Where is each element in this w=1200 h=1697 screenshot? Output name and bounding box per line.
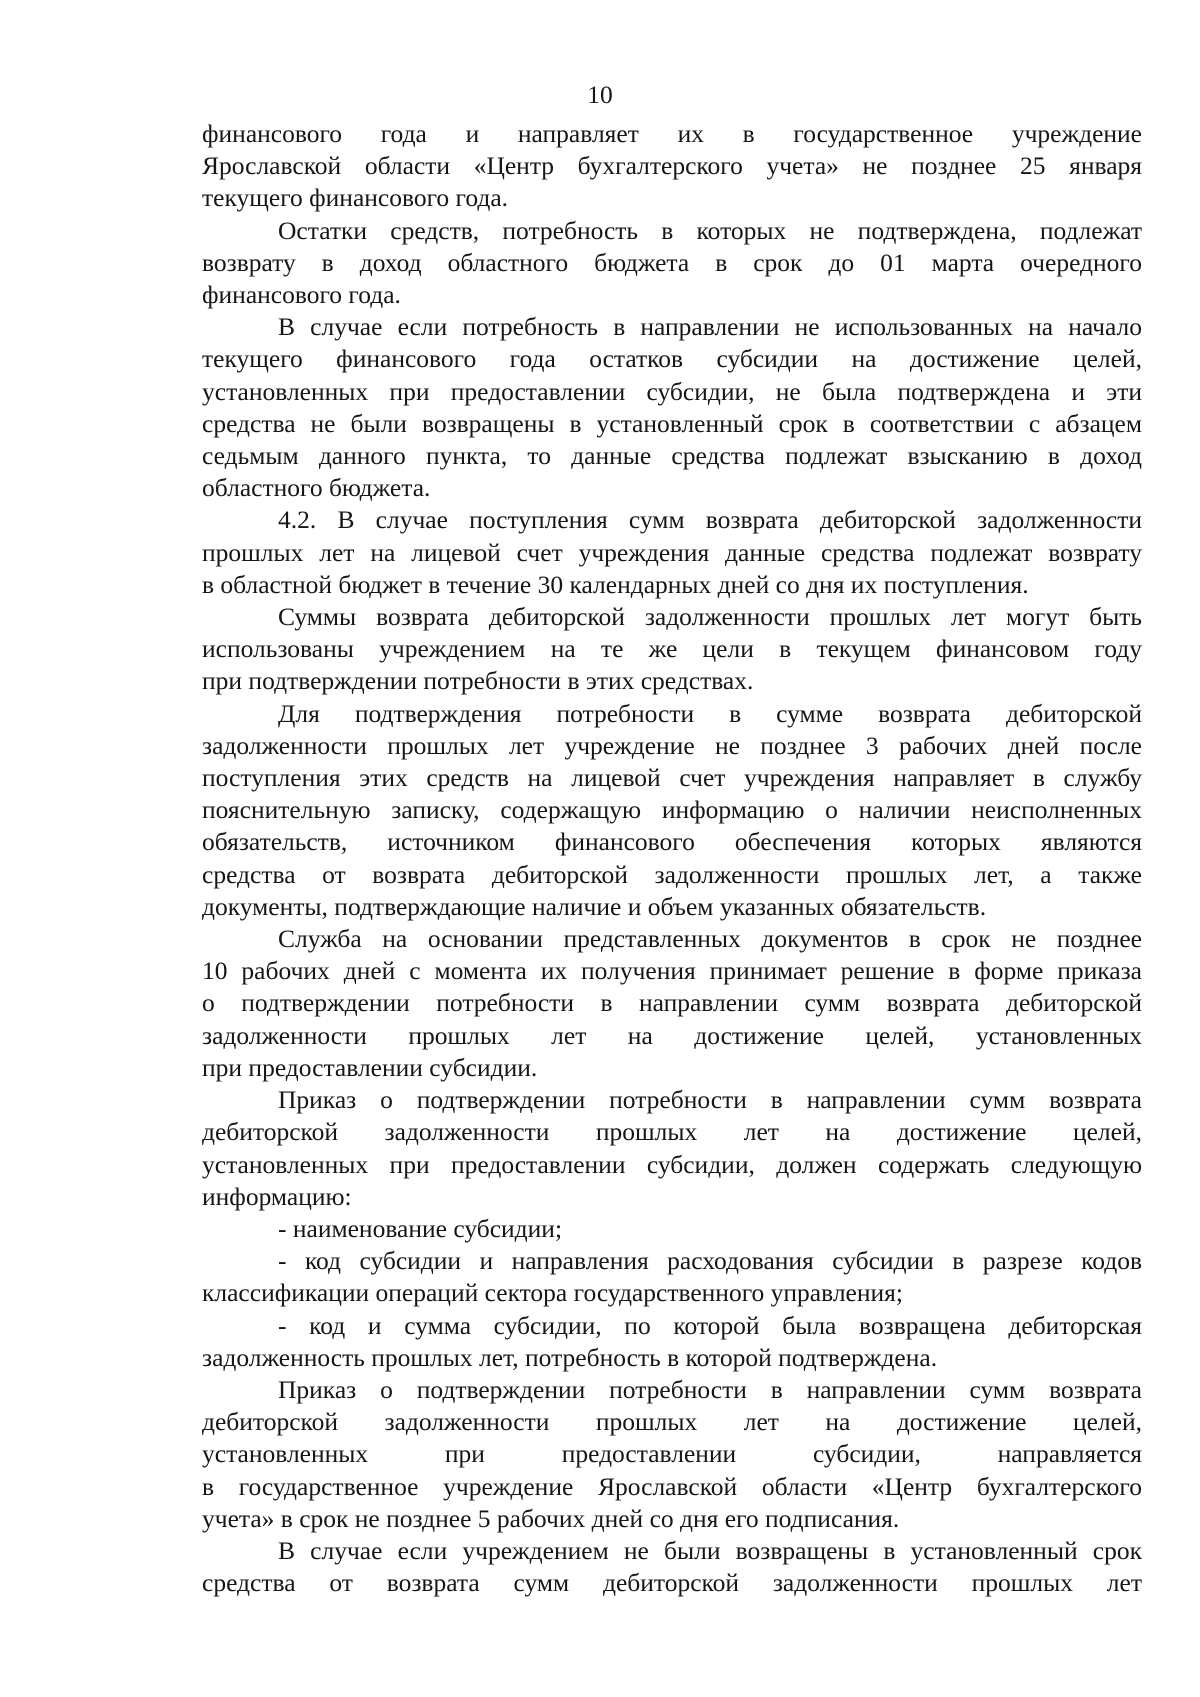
text-line: Приказ о подтверждении потребности в направлении сумм возврата	[278, 1085, 1142, 1115]
text-line: установленных при предоставлении субсидии, направляется	[202, 1439, 1142, 1469]
text-line: - код и сумма субсидии, по которой была возвращена дебиторская	[278, 1310, 1142, 1340]
text-line: возврату в доход областного бюджета в срок до 01 марта очередного	[202, 247, 1142, 277]
text-line: классификации операций сектора государственного управления;	[202, 1278, 903, 1308]
text-line: дебиторской задолженности прошлых лет на достижение целей,	[202, 1117, 1142, 1147]
text-line: Приказ о подтверждении потребности в направлении сумм возврата	[278, 1374, 1142, 1404]
text-line: обязательств, источником финансового обеспечения которых являются	[202, 827, 1142, 857]
text-line: поступления этих средств на лицевой счет учреждения направляет в службу	[202, 763, 1142, 793]
text-line: Для подтверждения потребности в сумме возврата дебиторской	[278, 698, 1142, 728]
paragraph	[202, 1213, 1142, 1245]
text-line: Остатки средств, потребность в которых не подтверждена, подлежат	[278, 215, 1142, 245]
text-line: Суммы возврата дебиторской задолженности прошлых лет могут быть	[278, 602, 1142, 632]
page-number: 10	[587, 80, 613, 109]
paragraph	[202, 601, 1142, 698]
text-line: пояснительную записку, содержащую информацию о наличии неисполненных	[202, 795, 1142, 825]
paragraph	[202, 1310, 1142, 1374]
document-body	[202, 118, 1142, 1599]
text-line: учета» в срок не позднее 5 рабочих дней со дня его подписания.	[202, 1503, 900, 1533]
text-line: информацию:	[202, 1181, 352, 1211]
text-line: установленных при предоставлении субсидии, должен содержать следующую	[202, 1149, 1142, 1179]
text-line: 4.2. В случае поступления сумм возврата дебиторской задолженности	[278, 505, 1142, 535]
text-line: Служба на основании представленных документов в срок не позднее	[278, 924, 1142, 954]
paragraph	[202, 1245, 1142, 1309]
text-line: В случае если учреждением не были возвращены в установленный срок	[278, 1535, 1142, 1565]
text-line: финансового года и направляет их в государственное учреждение	[202, 119, 1142, 148]
text-line: прошлых лет на лицевой счет учреждения данные средства подлежат возврату	[202, 537, 1142, 567]
paragraph	[202, 1535, 1142, 1599]
text-line: В случае если потребность в направлении не использованных на начало	[278, 312, 1142, 342]
text-line: 10 рабочих дней с момента их получения принимает решение в форме приказа	[202, 956, 1142, 986]
paragraph	[202, 698, 1142, 923]
paragraph	[202, 311, 1142, 504]
paragraph	[202, 1084, 1142, 1213]
text-line: текущего финансового года.	[202, 183, 509, 213]
text-line: при подтверждении потребности в этих средствах.	[202, 666, 754, 696]
paragraph	[202, 504, 1142, 601]
text-line: средства не были возвращены в установленный срок в соответствии с абзацем	[202, 408, 1142, 438]
text-line: - код субсидии и направления расходования субсидии в разрезе кодов	[278, 1246, 1142, 1276]
text-line: финансового года.	[202, 280, 401, 310]
text-line: средства от возврата дебиторской задолженности прошлых лет, а также	[202, 859, 1142, 889]
text-line: задолженности прошлых лет на достижение целей, установленных	[202, 1020, 1142, 1050]
text-line: использованы учреждением на те же цели в текущем финансовом году	[202, 634, 1142, 664]
text-line: дебиторской задолженности прошлых лет на достижение целей,	[202, 1407, 1142, 1437]
paragraph	[202, 923, 1142, 1084]
text-line: седьмым данного пункта, то данные средства подлежат взысканию в доход	[202, 441, 1142, 471]
paragraph	[202, 118, 1142, 215]
text-line: средства от возврата сумм дебиторской задолженности прошлых лет	[202, 1568, 1142, 1598]
text-line: областного бюджета.	[202, 473, 431, 503]
text-line: документы, подтверждающие наличие и объем указанных обязательств.	[202, 891, 987, 921]
paragraph	[202, 215, 1142, 312]
text-line: - наименование субсидии;	[278, 1213, 563, 1243]
text-line: в областной бюджет в течение 30 календарных дней со дня их поступления.	[202, 569, 1029, 599]
text-line: задолженности прошлых лет учреждение не позднее 3 рабочих дней после	[202, 730, 1142, 760]
text-line: в государственное учреждение Ярославской области «Центр бухгалтерского	[202, 1471, 1142, 1501]
text-line: текущего финансового года остатков субсидии на достижение целей,	[202, 344, 1142, 374]
text-line: Ярославской области «Центр бухгалтерского учета» не позднее 25 января	[202, 151, 1142, 181]
text-line: о подтверждении потребности в направлении сумм возврата дебиторской	[202, 988, 1142, 1018]
text-line: при предоставлении субсидии.	[202, 1052, 538, 1082]
text-line: задолженность прошлых лет, потребность в которой подтверждена.	[202, 1342, 938, 1372]
paragraph	[202, 1374, 1142, 1535]
text-line: установленных при предоставлении субсидии, не была подтверждена и эти	[202, 376, 1142, 406]
